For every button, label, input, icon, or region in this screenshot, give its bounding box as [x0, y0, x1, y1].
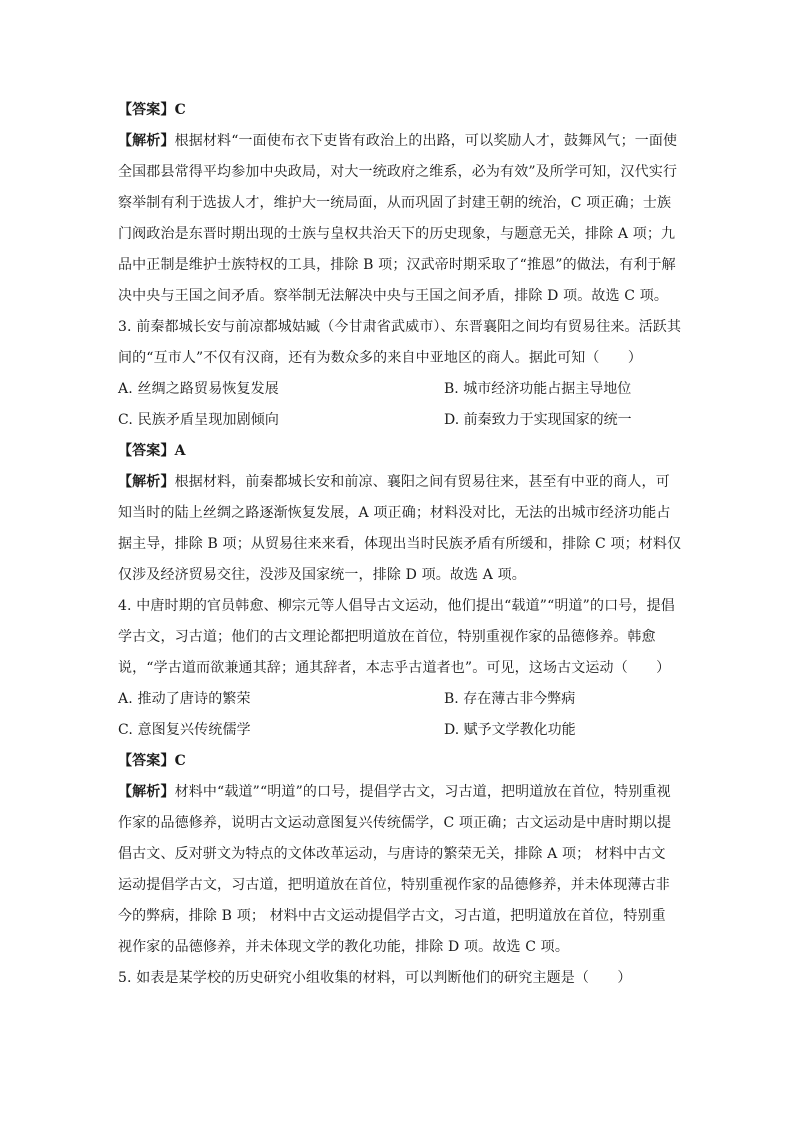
- answer-label: 【答案】C: [118, 102, 186, 118]
- question-stem: 4. 中唐时期的官员韩愈、柳宗元等人倡导古文运动，他们提出“载道”“明道”的口号，提倡: [118, 598, 675, 614]
- analysis-tag: 【解析】: [118, 784, 175, 800]
- answer-label: 【答案】C: [118, 753, 186, 769]
- analysis-line: 【解析】根据材料“一面使布衣下吏皆有政治上的出路，可以奖励人才，鼓舞风气；一面使: [118, 133, 678, 149]
- analysis-line: 视作家的品德修养，并未体现文学的教化功能，排除 D 项。故选 C 项。: [118, 939, 569, 955]
- question-stem: 间的“互市人”不仅有汉商，还有为数众多的来自中亚地区的商人。据此可知（ ）: [118, 350, 643, 366]
- analysis-line: 【解析】材料中“载道”“明道”的口号，提倡学古文，习古道，把明道放在首位，特别重视: [118, 784, 671, 800]
- option-d[interactable]: D. 赋予文学教化功能: [444, 722, 576, 738]
- analysis-line: 倡古文、反对骈文为特点的文体改革运动，与唐诗的繁荣无关，排除 A 项； 材料中古文: [118, 846, 666, 862]
- option-c[interactable]: C. 民族矛盾呈现加剧倾向: [118, 412, 280, 428]
- question-stem: 3. 前秦都城长安与前凉都城姑臧（今甘肃省武威市）、东晋襄阳之间均有贸易往来。活跃其: [118, 319, 682, 335]
- option-b[interactable]: B. 城市经济功能占据主导地位: [444, 381, 632, 397]
- analysis-line: 察举制有利于选拔人才，维护大一统局面，从而巩固了封建王朝的统治，C 项正确；士族: [118, 195, 672, 211]
- question-stem: 学古文，习古道；他们的古文理论都把明道放在首位，特别重视作家的品德修养。韩愈: [118, 629, 656, 645]
- analysis-tag: 【解析】: [118, 474, 175, 490]
- analysis-tag: 【解析】: [118, 133, 175, 149]
- option-b[interactable]: B. 存在薄古非今弊病: [444, 691, 576, 707]
- analysis-line: 门阀政治是东晋时期出现的士族与皇权共治天下的历史现象，与题意无关，排除 A 项；九: [118, 226, 676, 242]
- analysis-line: 仅涉及经济贸易交往，没涉及国家统一，排除 D 项。故选 A 项。: [118, 567, 526, 583]
- analysis-line: 作家的品德修养，说明古文运动意图复兴传统儒学，C 项正确；古文运动是中唐时期以提: [118, 815, 672, 831]
- analysis-line: 全国郡县常得平均参加中央政局，对大一统政府之维系，必为有效”及所学可知，汉代实行: [118, 164, 678, 180]
- option-c[interactable]: C. 意图复兴传统儒学: [118, 722, 251, 738]
- option-d[interactable]: D. 前秦致力于实现国家的统一: [444, 412, 632, 428]
- analysis-line: 【解析】根据材料，前秦都城长安和前凉、襄阳之间有贸易往来，甚至有中亚的商人，可: [118, 474, 670, 490]
- option-a[interactable]: A. 推动了唐诗的繁荣: [118, 691, 251, 707]
- analysis-line: 今的弊病，排除 B 项； 材料中古文运动提倡学古文，习古道，把明道放在首位，特别重: [118, 908, 666, 924]
- question-stem: 5. 如表是某学校的历史研究小组收集的材料，可以判断他们的研究主题是（ ）: [118, 970, 632, 986]
- answer-label: 【答案】A: [118, 443, 186, 459]
- analysis-line: 运动提倡学古文，习古道，把明道放在首位，特别重视作家的品德修养，并未体现薄古非: [118, 877, 670, 893]
- option-a[interactable]: A. 丝绸之路贸易恢复发展: [118, 381, 279, 397]
- analysis-line: 据主导，排除 B 项；从贸易往来来看，体现出当时民族矛盾有所缓和，排除 C 项；材料仅: [118, 536, 682, 552]
- analysis-line: 知当时的陆上丝绸之路逐渐恢复发展，A 项正确；材料没对比，无法的出城市经济功能占: [118, 505, 671, 521]
- analysis-line: 品中正制是维护士族特权的工具，排除 B 项；汉武帝时期采取了“推恩”的做法，有利于解: [118, 257, 676, 273]
- analysis-line: 决中央与王国之间矛盾。察举制无法解决中央与王国之间矛盾，排除 D 项。故选 C 项。: [118, 288, 669, 304]
- question-stem: 说，“学古道而欲兼通其辞；通其辞者，本志乎古道者也”。可见，这场古文运动（ ）: [118, 660, 671, 676]
